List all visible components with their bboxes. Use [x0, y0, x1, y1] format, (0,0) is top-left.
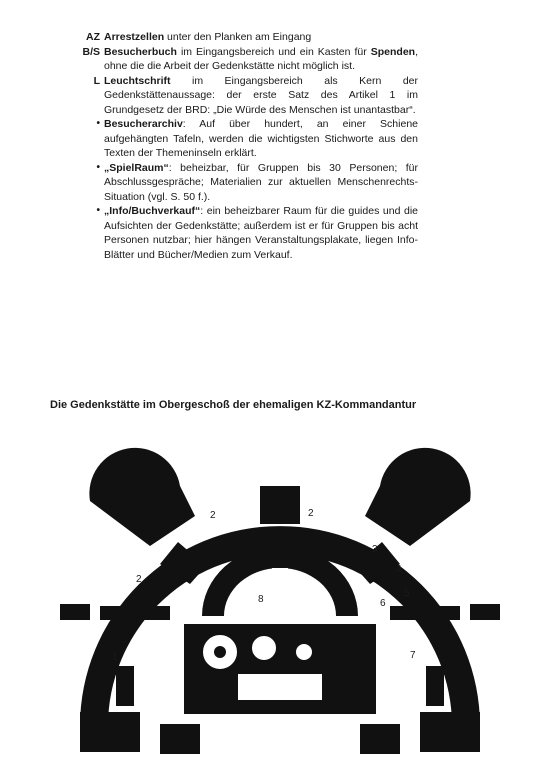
room-label-8: 8 [258, 594, 264, 605]
legend-desc: , ohne die die Arbeit der Gedenkstätte nicht möglich ist. [104, 45, 418, 72]
tower-right [365, 448, 471, 546]
legend-term: Besucherarchiv [104, 118, 183, 130]
legend-term: Leuchtschrift [104, 74, 171, 87]
bullet-icon: • [96, 161, 100, 173]
central-core [184, 624, 376, 714]
legend-key: AZ [86, 31, 100, 43]
legend-desc: : beheizbar, für Gruppen bis 30 Personen; für Abschlussgespräche; Materialien zur aktuellen Menschenrechts-Situation (vgl. S. 50 f.). [104, 161, 418, 203]
legend-entry-bs [78, 45, 418, 74]
legend-desc: unter den Planken am Eingang [164, 31, 312, 43]
legend-entry-archiv [78, 117, 418, 161]
bullet-icon: • [96, 118, 100, 129]
legend-key: L [93, 74, 100, 87]
room-label-1: 1 [112, 652, 118, 663]
plan-heading: Die Gedenkstätte im Obergeschoß der ehemaligen KZ-Kommandantur [50, 399, 417, 411]
inner-arch-opening [272, 568, 288, 580]
tower-left [89, 448, 195, 546]
wing-left [60, 604, 90, 620]
legend-desc: : Auf über hundert, an einer Schiene aufgehängten Tafeln, werden die wichtigsten Stichworte aus den Texten der Themeninseln erklärt. [104, 118, 418, 159]
wing-right [470, 604, 500, 620]
legend-entry-l [78, 74, 418, 118]
room-label-3: 3 [372, 544, 378, 555]
legend-desc: im Eingangsbereich als Kern der Gedenkstättenaussage: der erste Satz des Artikel 1 im Grundgesetz der BRD: „Die Würde des Menschen ist unantastbar“. [104, 74, 418, 116]
room-label-5: 5 [404, 588, 410, 599]
legend-list [78, 30, 418, 262]
legend-term: Besucherbuch [104, 45, 177, 58]
legend-term: Spenden [370, 45, 416, 58]
room-label-6: 6 [380, 598, 386, 609]
bullet-icon: • [96, 205, 100, 216]
room-label-2: 2 [308, 508, 314, 519]
room-label-4: 4 [396, 564, 402, 575]
legend-entry-az [78, 30, 418, 45]
central-column-icon [251, 635, 277, 661]
legend-entry-info [78, 204, 418, 262]
room-label-2: 2 [210, 510, 216, 521]
legend-key: B/S [82, 45, 100, 58]
room-label-2: 2 [136, 574, 142, 585]
legend-desc: im Eingangsbereich und ein Kasten für [176, 45, 371, 58]
legend-term: „Info/Buchverkauf“ [104, 205, 201, 217]
legend-term: Arrestzellen [104, 31, 165, 43]
legend-term: „SpielRaum“ [104, 161, 169, 174]
room-label-7: 7 [410, 650, 416, 661]
base-walls [80, 712, 480, 754]
floor-plan [60, 446, 500, 768]
legend-entry-spielraum [78, 161, 418, 205]
legend-desc: : ein beheizbarer Raum für die guides und die Aufsichten der Gedenkstätte; außerdem ist er für Gruppen bis acht Personen nutzbar; hier hängen Veranstaltungsplakate, liegen Info-Blätter und Bücher/Medien zum Verkauf. [104, 205, 418, 261]
